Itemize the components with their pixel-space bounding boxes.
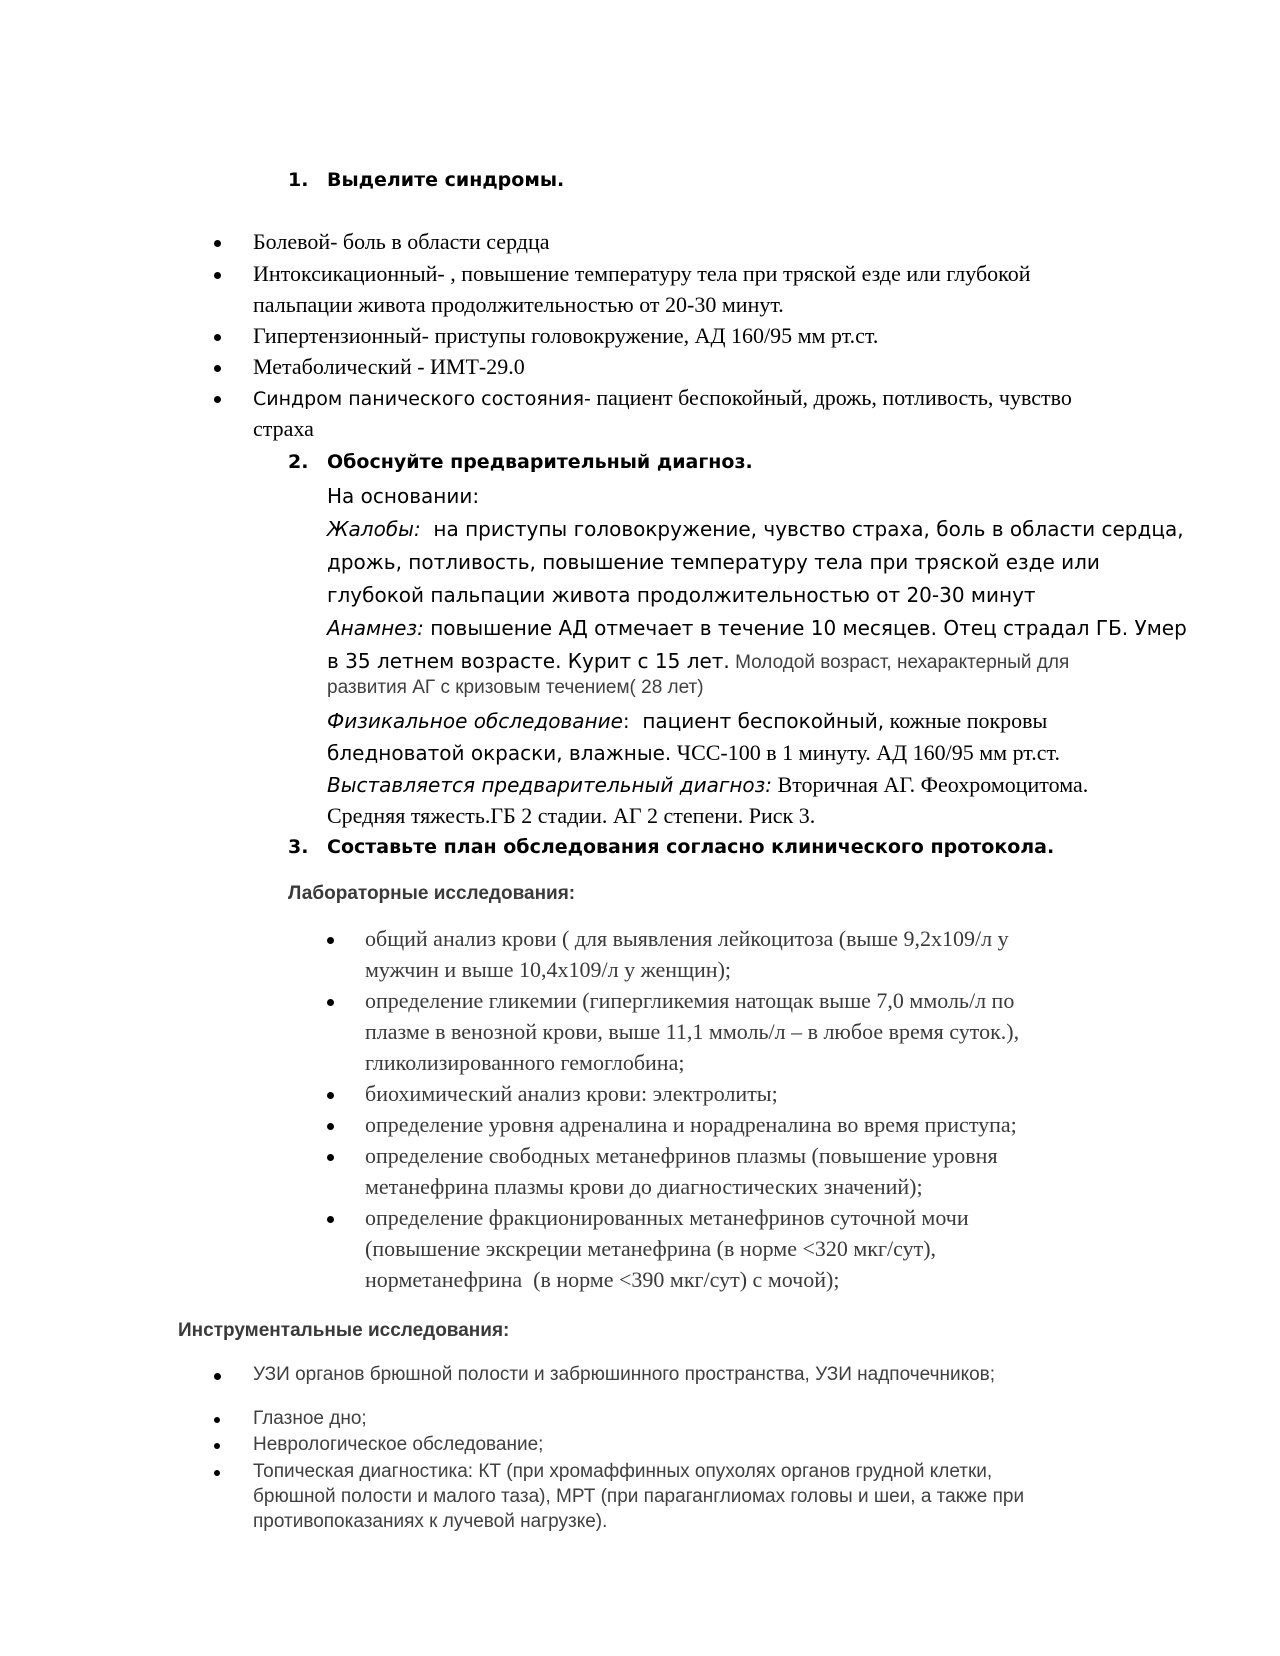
- syndrome-panic-line1: [253, 385, 1072, 411]
- q1-title: Выделите синдромы.: [327, 169, 565, 191]
- bullet-icon: [327, 1092, 334, 1099]
- lab-item-2-line3: гликолизированного гемоглобина;: [365, 1050, 685, 1075]
- lab-heading: Лабораторные исследования:: [288, 883, 576, 904]
- lab-item-6-line1: определение фракционированных метанефринов суточной мочи: [365, 1205, 969, 1230]
- lab-item-1-line1: общий анализ крови ( для выявления лейкоцитоза (выше 9,2х109/л у: [365, 926, 1009, 951]
- complaints-label: Жалобы:: [327, 517, 421, 541]
- anamnesis-note-2: развития АГ с кризовым течением( 28 лет): [327, 677, 704, 698]
- anamnesis-label: Анамнез:: [327, 616, 424, 640]
- lab-item-3: биохимический анализ крови: электролиты;: [365, 1081, 778, 1106]
- diagnosis-label: Выставляется предварительный диагноз:: [327, 773, 773, 797]
- syndrome-intoxication-line1: Интоксикационный- , повышение температуру тела при тряской езде или глубокой: [253, 261, 1031, 286]
- bullet-icon: [214, 365, 221, 372]
- exam-text-2: кожные покровы: [884, 708, 1048, 733]
- q1-number: 1.: [288, 169, 309, 191]
- lab-item-5-line1: определение свободных метанефринов плазмы (повышение уровня: [365, 1143, 998, 1168]
- complaints-line1: [327, 517, 1184, 541]
- syndrome-panic-line2: страха: [253, 416, 314, 441]
- syndrome-intoxication-line2: пальпации живота продолжительностью от 20-30 минут.: [253, 292, 784, 317]
- instr-item-4-line3: противопоказаниях к лучевой нагрузке).: [253, 1511, 608, 1532]
- exam-line1: [327, 708, 1047, 734]
- syndrome-panic-text: пациент беспокойный, дрожь, потливость, чувство: [590, 385, 1072, 410]
- exam-line2: [327, 740, 1060, 766]
- bullet-icon: [214, 272, 221, 279]
- instr-item-1: УЗИ органов брюшной полости и забрюшинного пространства, УЗИ надпочечников;: [253, 1364, 996, 1385]
- anamnesis-note-1: Молодой возраст, нехарактерный для: [729, 652, 1070, 673]
- syndrome-metabolic: Метаболический - ИМТ-29.0: [253, 354, 525, 379]
- lab-item-2-line2: плазме в венозной крови, выше 11,1 ммоль/л – в любое время суток.),: [365, 1019, 1020, 1044]
- bullet-icon: [214, 1470, 220, 1476]
- q3-title: Составьте план обследования согласно клинического протокола.: [327, 836, 1055, 858]
- syndrome-hypertension: Гипертензионный- приступы головокружение, АД 160/95 мм рт.ст.: [253, 323, 879, 348]
- instr-item-3: Неврологическое обследование;: [253, 1434, 544, 1455]
- bullet-icon: [214, 240, 221, 247]
- lab-item-5-line2: метанефрина плазмы крови до диагностических значений);: [365, 1174, 923, 1199]
- lab-item-2-line1: определение гликемии (гипергликемия натощак выше 7,0 ммоль/л по: [365, 988, 1015, 1013]
- lab-item-6-line2: (повышение экскреции метанефрина (в норме <320 мкг/сут),: [365, 1236, 937, 1261]
- anamnesis-text-2: в 35 летнем возрасте. Курит с 15 лет.: [327, 649, 730, 673]
- bullet-icon: [327, 1154, 334, 1161]
- bullet-icon: [327, 1216, 334, 1223]
- instr-item-2: Глазное дно;: [253, 1408, 367, 1429]
- diagnosis-line1: [327, 772, 1088, 798]
- syndrome-panic-label: Синдром панического состояния-: [253, 388, 591, 410]
- anamnesis-text: повышение АД отмечает в течение 10 месяцев. Отец страдал ГБ. Умер: [423, 616, 1187, 640]
- exam-text-4: ЧСС-100 в 1 минуту. АД 160/95 мм рт.ст.: [671, 740, 1060, 765]
- instr-item-4-line2: брюшной полости и малого таза), МРТ (при параганглиомах головы и шеи, а также при: [253, 1486, 1025, 1507]
- instr-item-4-line1: Топическая диагностика: КТ (при хромаффинных опухолях органов грудной клетки,: [253, 1461, 993, 1482]
- bullet-icon: [214, 1443, 220, 1449]
- q3-number: 3.: [288, 836, 309, 858]
- q2-basis: На основании:: [327, 484, 480, 508]
- syndrome-pain: Болевой- боль в области сердца: [253, 229, 550, 254]
- lab-item-6-line3: норметанефрина (в норме <390 мкг/сут) с мочой);: [365, 1267, 840, 1292]
- complaints-line2: дрожь, потливость, повышение температуру тела при тряской езде или: [327, 550, 1100, 574]
- diagnosis-line2: Средняя тяжесть.ГБ 2 стадии. АГ 2 степени. Риск 3.: [327, 803, 816, 828]
- bullet-icon: [327, 1123, 334, 1130]
- complaints-line3: глубокой пальпации живота продолжительностью от 20-30 минут: [327, 583, 1036, 607]
- lab-item-4: определение уровня адреналина и норадреналина во время приступа;: [365, 1112, 1017, 1137]
- bullet-icon: [214, 334, 221, 341]
- bullet-icon: [214, 1373, 221, 1380]
- anamnesis-line2: [327, 649, 1069, 674]
- lab-item-1-line2: мужчин и выше 10,4х109/л у женщин);: [365, 957, 732, 982]
- diagnosis-text-1: Вторичная АГ. Феохромоцитома.: [772, 772, 1089, 797]
- anamnesis-line1: [327, 616, 1187, 640]
- bullet-icon: [214, 1417, 220, 1423]
- q2-number: 2.: [288, 451, 309, 473]
- exam-label: Физикальное обследование: [327, 709, 623, 733]
- bullet-icon: [327, 999, 334, 1006]
- bullet-icon: [214, 396, 221, 403]
- complaints-text: на приступы головокружение, чувство страха, боль в области сердца,: [420, 517, 1184, 541]
- instr-heading: Инструментальные исследования:: [178, 1320, 510, 1341]
- bullet-icon: [327, 937, 334, 944]
- q2-title: Обоснуйте предварительный диагноз.: [327, 451, 753, 473]
- exam-text-3: бледноватой окраски, влажные.: [327, 741, 672, 765]
- exam-text-1: : пациент беспокойный,: [622, 709, 885, 733]
